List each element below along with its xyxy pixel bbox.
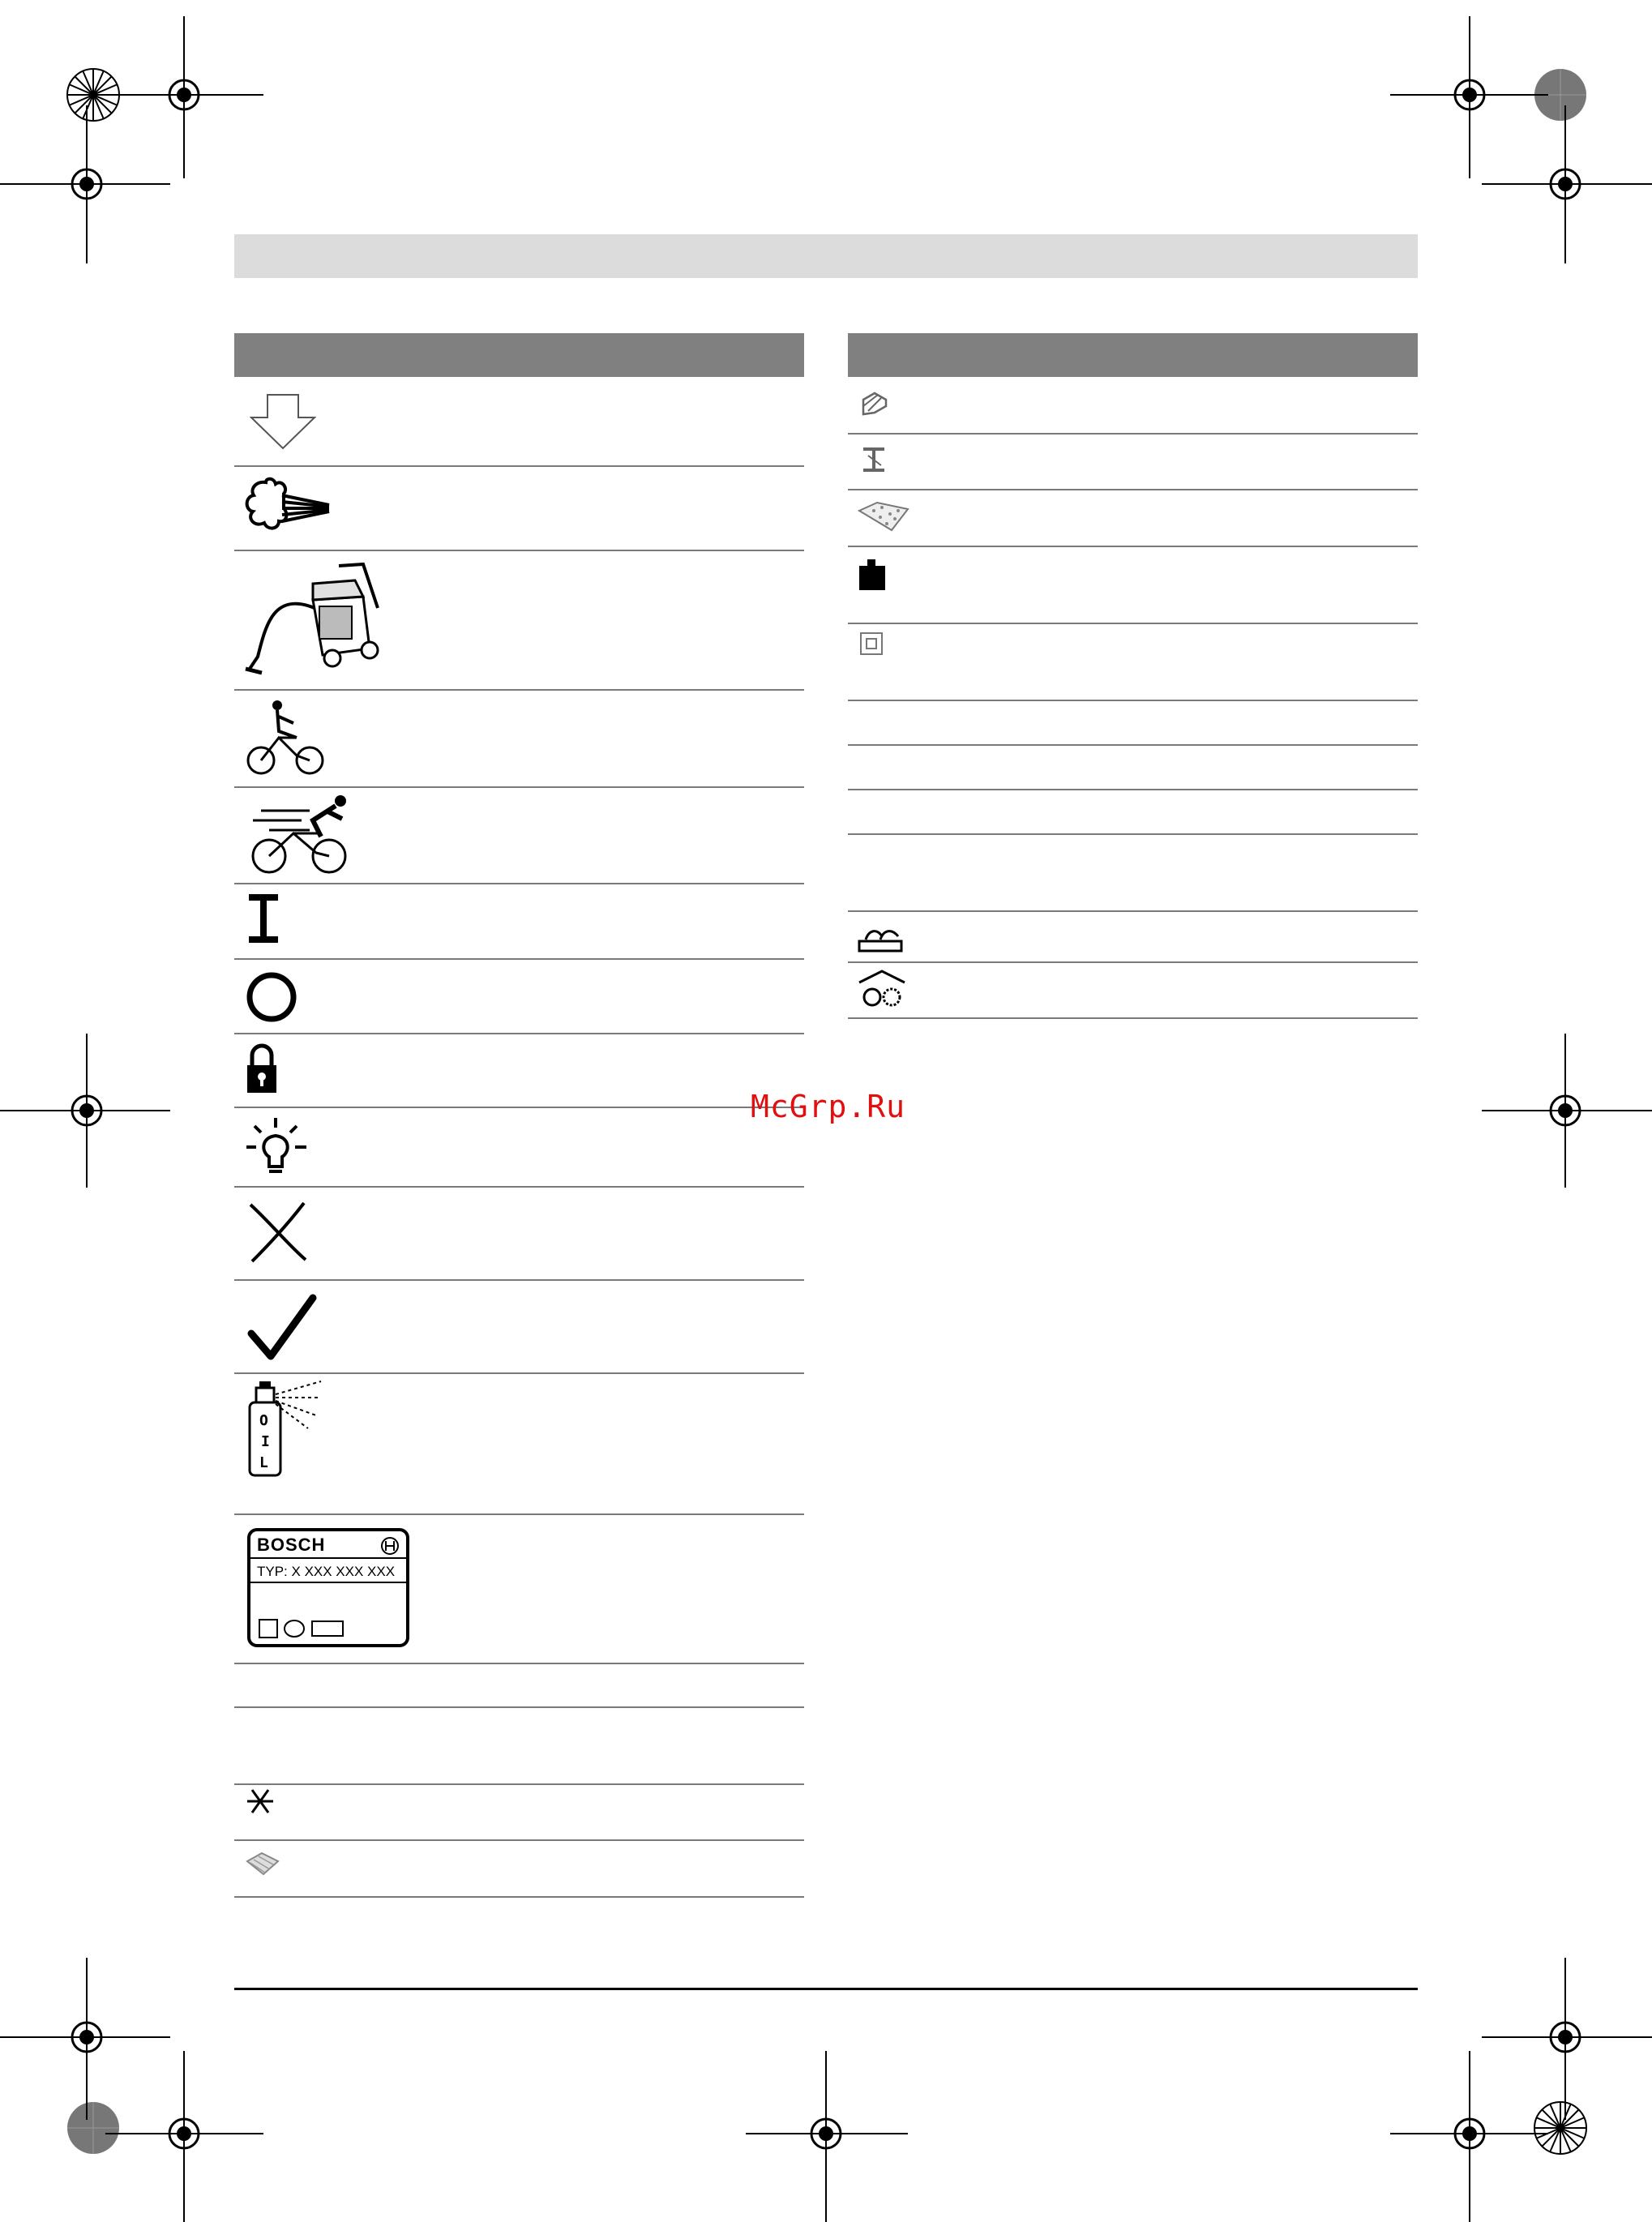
bosch-logo-icon xyxy=(380,1536,400,1556)
cross-icon xyxy=(247,1200,312,1265)
crosshair-mark xyxy=(1386,2051,1548,2222)
svg-text:L: L xyxy=(259,1454,268,1471)
table-row xyxy=(848,746,1418,790)
checkmark-icon xyxy=(246,1293,318,1364)
wood-material-icon xyxy=(246,1850,280,1879)
table-row xyxy=(234,1708,804,1785)
page-header-bar xyxy=(234,234,1418,278)
stone-material-icon xyxy=(858,499,909,533)
weight-icon xyxy=(858,558,887,592)
table-row xyxy=(848,835,1418,912)
table-row xyxy=(234,1841,804,1898)
table-row xyxy=(234,1785,804,1841)
table-row xyxy=(848,701,1418,746)
nameplate-icon xyxy=(247,1528,409,1647)
table-row xyxy=(234,1034,804,1108)
arrow-down-icon xyxy=(250,393,316,450)
crosshair-mark xyxy=(105,2051,267,2222)
table-row xyxy=(234,884,804,960)
table-row xyxy=(234,377,804,467)
metal-material-icon xyxy=(860,390,889,419)
nameplate-brand: BOSCH xyxy=(257,1535,326,1555)
footer-rule xyxy=(234,1988,1418,1990)
table-row xyxy=(234,1664,804,1708)
watermark: McGrp.Ru xyxy=(751,1089,906,1124)
table-row xyxy=(848,912,1418,963)
table-row xyxy=(234,1281,804,1374)
crosshair-mark xyxy=(0,105,170,268)
crosshair-mark xyxy=(0,1034,170,1188)
on-switch-icon xyxy=(247,894,280,943)
cut-line-icon xyxy=(246,1788,275,1817)
table-row xyxy=(848,624,1418,701)
table-row xyxy=(234,1188,804,1281)
sanding-icon xyxy=(858,920,905,953)
table-row xyxy=(848,963,1418,1019)
steel-beam-icon xyxy=(860,446,889,475)
svg-text:O: O xyxy=(259,1412,268,1429)
vacuum-cleaner-icon xyxy=(242,559,387,677)
svg-text:I: I xyxy=(261,1433,270,1450)
crosshair-mark xyxy=(1482,1034,1652,1188)
table-row xyxy=(848,377,1418,435)
crosshair-mark xyxy=(1482,105,1652,268)
off-switch-icon xyxy=(246,971,297,1023)
protection-class-icon xyxy=(859,631,884,656)
nameplate-type: TYP: X XXX XXX XXX xyxy=(257,1564,396,1579)
table-row xyxy=(848,490,1418,547)
left-table-header xyxy=(234,333,804,377)
table-row xyxy=(848,790,1418,835)
table-row xyxy=(234,1108,804,1188)
table-row xyxy=(848,547,1418,624)
table-row xyxy=(234,960,804,1034)
brush-icon xyxy=(858,970,906,1010)
cyclist-icon xyxy=(246,699,324,777)
crosshair-mark xyxy=(746,2051,908,2222)
lock-icon xyxy=(246,1042,278,1094)
lamp-icon xyxy=(245,1115,310,1180)
oil-spray-icon xyxy=(243,1378,324,1479)
dust-emission-icon xyxy=(242,474,332,539)
right-table-header xyxy=(848,333,1418,377)
table-row xyxy=(848,435,1418,490)
cyclist-fast-icon xyxy=(245,794,360,876)
nameplate-symbols-icon xyxy=(259,1619,348,1640)
